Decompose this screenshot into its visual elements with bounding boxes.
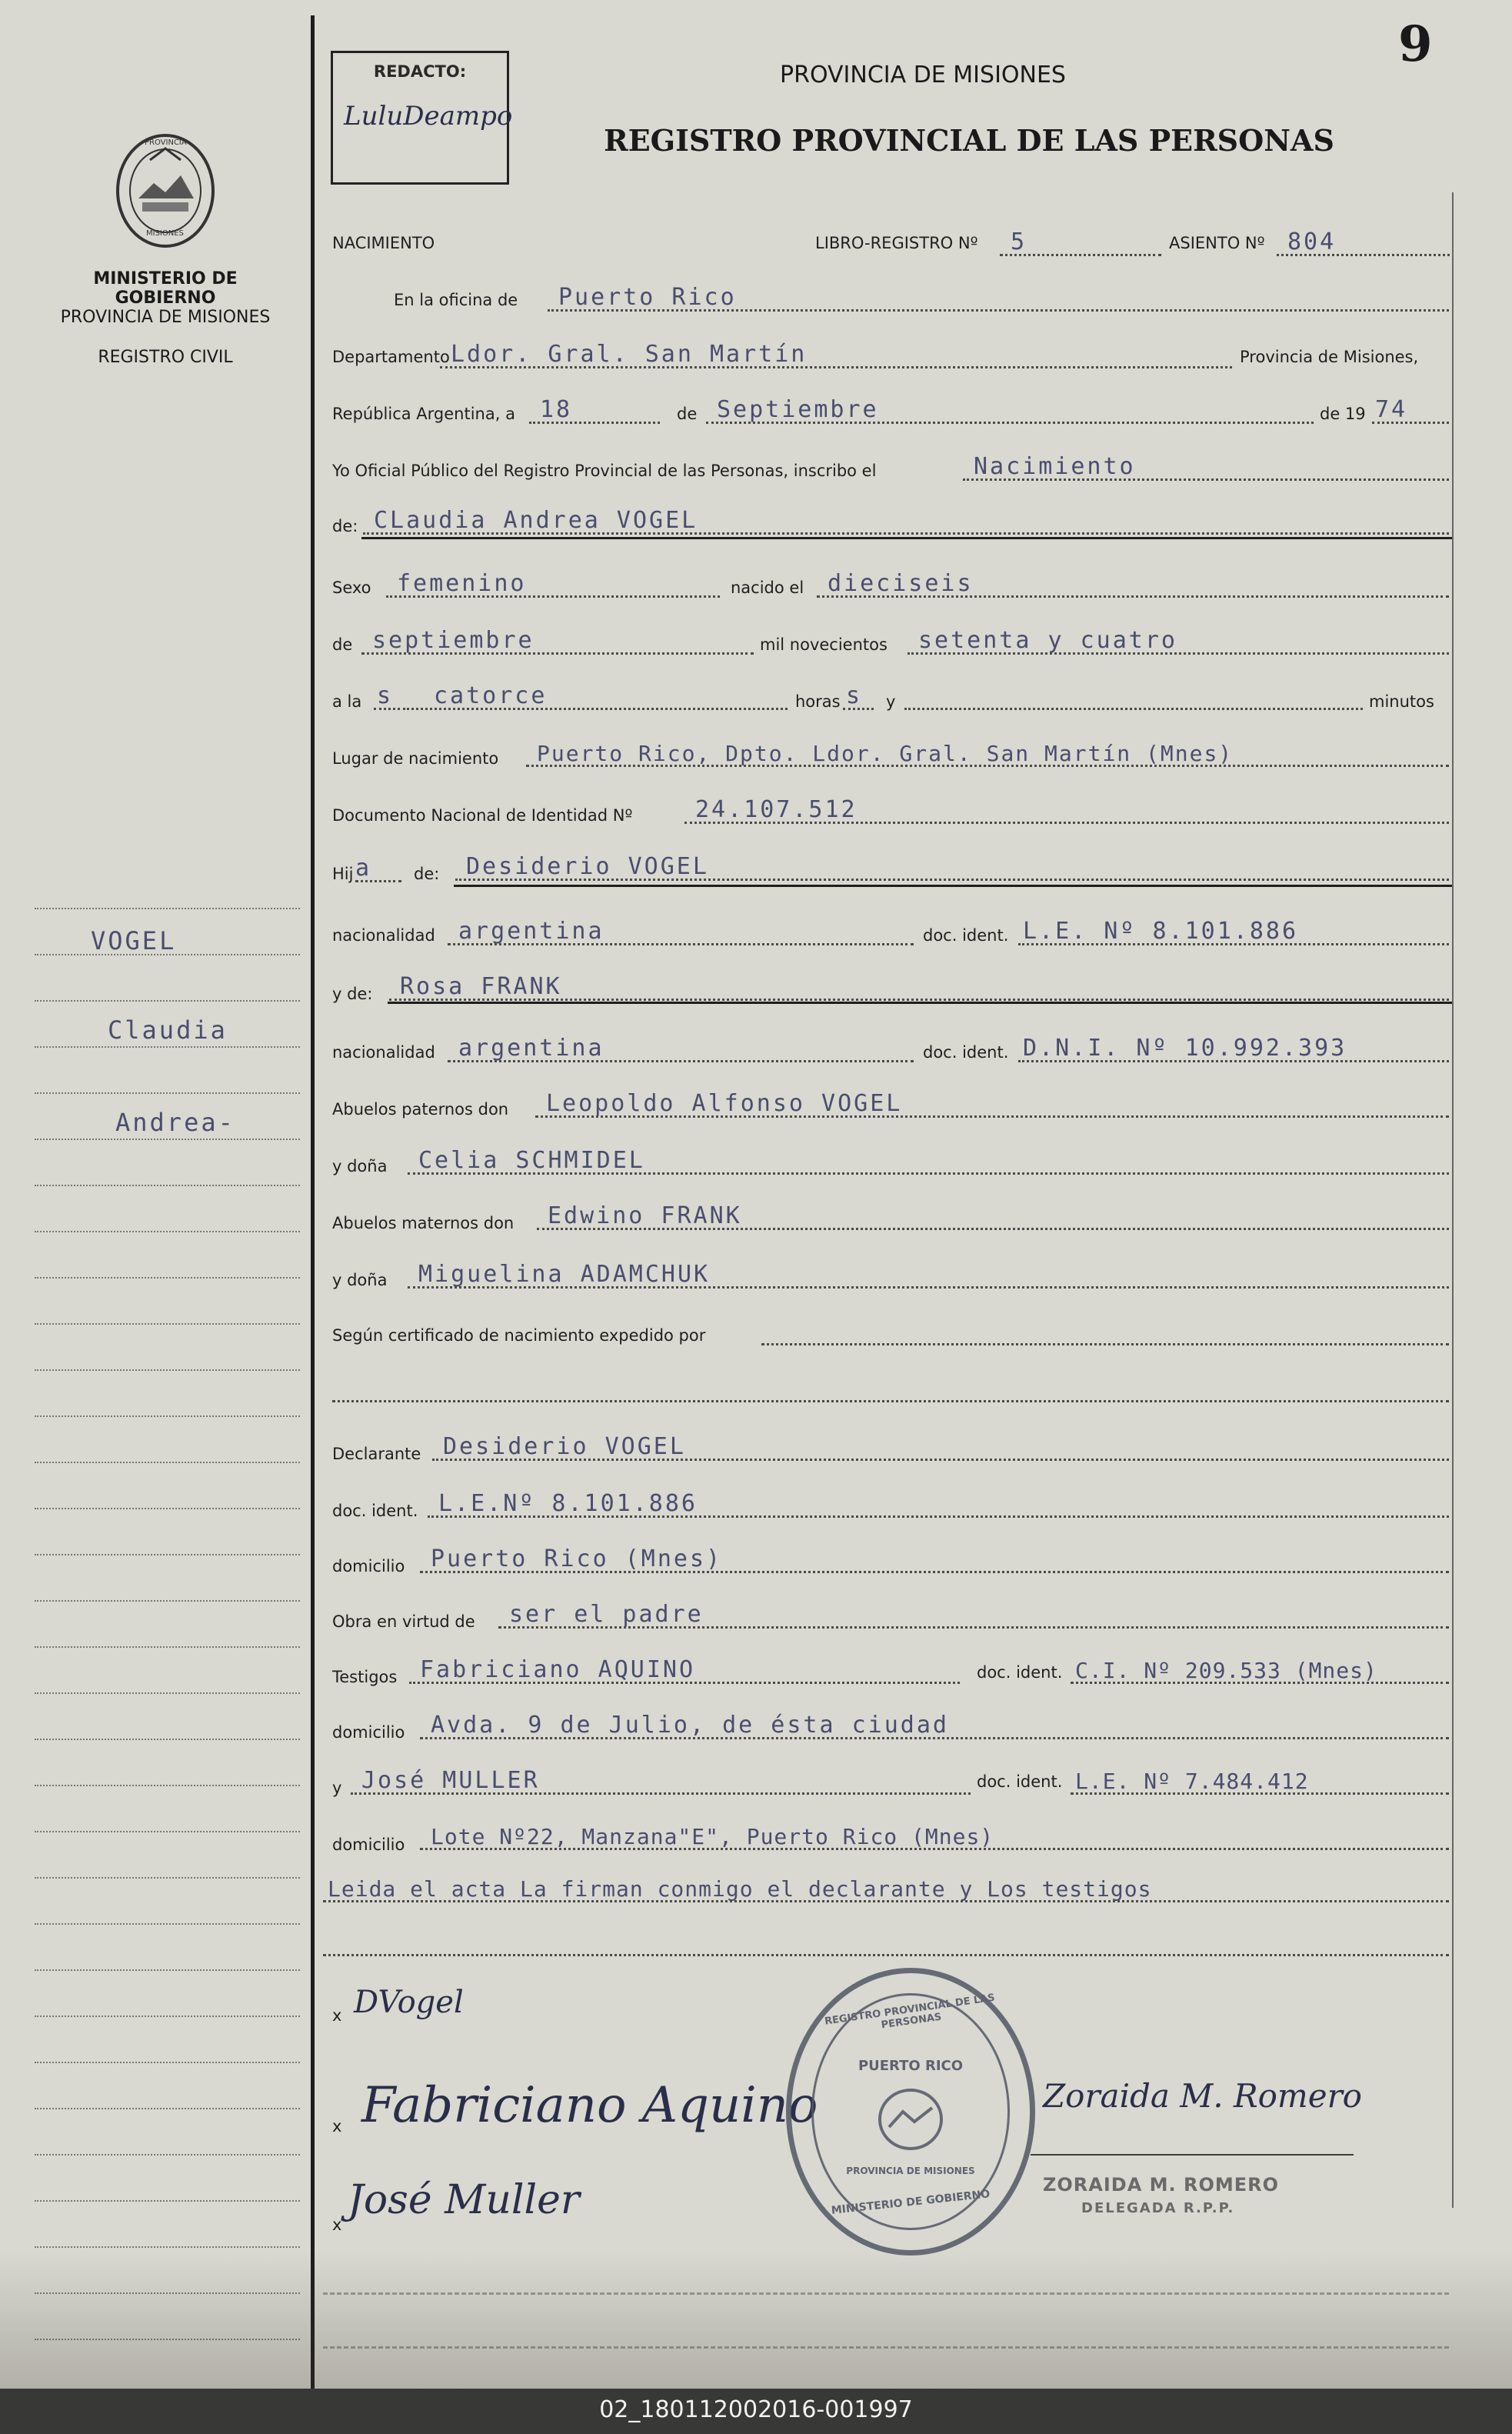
sig-x-2: x bbox=[332, 2117, 342, 2136]
obra-value: ser el padre bbox=[509, 1601, 704, 1628]
abuela-pat-field bbox=[408, 1142, 1449, 1175]
footer-id: 02_180112002016-001997 bbox=[599, 2396, 913, 2423]
nacido-anio-value: setenta y cuatro bbox=[918, 627, 1177, 654]
delegada-rule bbox=[1031, 2154, 1354, 2156]
hija-label-b: de: bbox=[414, 865, 440, 883]
delegada-title: DELEGADA R.P.P. bbox=[1081, 2200, 1235, 2216]
testigos-label: Testigos bbox=[332, 1668, 398, 1686]
oficina-value: Puerto Rico bbox=[558, 284, 737, 311]
ydona-pat-label: y doña bbox=[332, 1157, 388, 1175]
testigo1-dom-label: domicilio bbox=[332, 1723, 405, 1742]
ala-s-value: s bbox=[377, 682, 394, 709]
testigo2-field bbox=[351, 1762, 971, 1795]
blank-line-3 bbox=[323, 2316, 1449, 2349]
margin-surname: VOGEL bbox=[91, 926, 177, 955]
minutos-field bbox=[904, 677, 1363, 710]
header-province: PROVINCIA DE MISIONES bbox=[780, 62, 1066, 88]
testigo1-dom-value: Avda. 9 de Julio, de ésta ciudad bbox=[431, 1712, 949, 1739]
hora-field bbox=[403, 677, 788, 710]
asiento-label: ASIENTO Nº bbox=[1169, 234, 1265, 252]
dni-value: 24.107.512 bbox=[695, 796, 858, 823]
blank-line-2 bbox=[323, 2262, 1449, 2295]
declarante-doc-value: L.E.Nº 8.101.886 bbox=[438, 1490, 698, 1517]
year-value: 74 bbox=[1375, 396, 1408, 423]
ministry-label: MINISTERIO DE GOBIERNO bbox=[93, 269, 238, 308]
madre-doc-field bbox=[1018, 1029, 1449, 1062]
year-field bbox=[1372, 391, 1449, 424]
oficina-label: En la oficina de bbox=[394, 291, 518, 309]
madre-doc-label: doc. ident. bbox=[923, 1043, 1009, 1062]
lugar-label: Lugar de nacimiento bbox=[332, 749, 499, 768]
abuelos-pat-label: Abuelos paternos don bbox=[332, 1100, 509, 1119]
stamp-bottom-text: MINISTERIO DE GOBIERNO bbox=[831, 2188, 991, 2217]
mes-field bbox=[706, 391, 1314, 424]
padre-nac-value: argentina bbox=[458, 918, 604, 945]
madre-nac-label: nacionalidad bbox=[332, 1043, 435, 1062]
testigo1-doc-value: C.I. Nº 209.533 (Mnes) bbox=[1075, 1658, 1377, 1683]
nacido-mes-value: septiembre bbox=[372, 627, 535, 654]
signature-declarante: DVogel bbox=[354, 1985, 464, 2020]
dia-value: 18 bbox=[540, 396, 573, 423]
ala-s-field bbox=[374, 677, 400, 710]
declarante-dom-label: domicilio bbox=[332, 1557, 405, 1575]
signature-delegada: Zoraida M. Romero bbox=[1043, 2077, 1362, 2115]
testigo1-doc-label: doc. ident. bbox=[977, 1663, 1063, 1682]
sig-x-3: x bbox=[332, 2216, 342, 2234]
page-number: 9 bbox=[1398, 15, 1433, 73]
record-type: NACIMIENTO bbox=[332, 234, 435, 252]
abuelo-pat-value: Leopoldo Alfonso VOGEL bbox=[546, 1090, 903, 1117]
dni-label: Documento Nacional de Identidad Nº bbox=[332, 806, 633, 825]
official-stamp bbox=[786, 1968, 1035, 2256]
declarante-dom-value: Puerto Rico (Mnes) bbox=[431, 1545, 723, 1572]
sexo-field bbox=[386, 565, 720, 598]
sexo-label: Sexo bbox=[332, 578, 371, 597]
testigo1-value: Fabriciano AQUINO bbox=[420, 1656, 696, 1683]
nacido-dia-value: dieciseis bbox=[828, 570, 974, 597]
testigo2-doc-field bbox=[1071, 1762, 1449, 1795]
inscripcion-field bbox=[963, 448, 1449, 481]
obra-label: Obra en virtud de bbox=[332, 1612, 475, 1631]
stamp-emblem-icon bbox=[872, 2085, 949, 2154]
delegada-name: ZORAIDA M. ROMERO bbox=[1043, 2174, 1280, 2196]
inscripcion-value: Nacimiento bbox=[974, 453, 1136, 480]
nacido-dia-field bbox=[817, 565, 1449, 598]
declarante-dom-field bbox=[420, 1540, 1449, 1573]
hija-suffix-field bbox=[355, 849, 401, 882]
dia-field bbox=[529, 391, 660, 424]
ala-label: a la bbox=[332, 692, 362, 711]
de-nombre-label: de: bbox=[332, 517, 358, 535]
footer-bar bbox=[0, 2389, 1512, 2434]
redacto-box bbox=[331, 51, 513, 185]
dni-field bbox=[684, 791, 1449, 824]
hora-value: catorce bbox=[434, 682, 548, 709]
seal-top-text: PROVINCIA bbox=[145, 138, 187, 147]
oficial-label: Yo Oficial Público del Registro Provincial de las Personas, inscribo el bbox=[332, 462, 877, 480]
nacido-label: nacido el bbox=[731, 578, 804, 597]
oficina-field bbox=[548, 278, 1449, 312]
sexo-value: femenino bbox=[397, 570, 527, 597]
signature-testigo2: José Muller bbox=[348, 2177, 580, 2223]
provincia-label: Provincia de Misiones, bbox=[1240, 348, 1419, 366]
abuelo-pat-field bbox=[535, 1085, 1449, 1118]
certificado-field bbox=[761, 1312, 1449, 1345]
abuela-pat-value: Celia SCHMIDEL bbox=[418, 1147, 645, 1174]
testigo2-doc-label: doc. ident. bbox=[977, 1772, 1063, 1791]
abuela-mat-field bbox=[408, 1255, 1449, 1289]
de-mes2-label: de bbox=[332, 635, 353, 654]
redacto-label: REDACTO: bbox=[373, 62, 467, 81]
declarante-doc-field bbox=[428, 1485, 1449, 1518]
asiento-field bbox=[1277, 223, 1450, 256]
abuela-mat-value: Miguelina ADAMCHUK bbox=[418, 1261, 711, 1288]
testigo2-dom-field bbox=[420, 1817, 1449, 1850]
hija-label-a: Hij bbox=[332, 865, 354, 883]
padre-value: Desiderio VOGEL bbox=[466, 853, 709, 880]
libro-value: 5 bbox=[1011, 228, 1027, 255]
madre-nac-value: argentina bbox=[458, 1035, 604, 1062]
y-label: y bbox=[886, 692, 896, 711]
lugar-field bbox=[526, 734, 1449, 767]
mes-value: Septiembre bbox=[717, 396, 879, 423]
testigo2-dom-value: Lote Nº22, Manzana"E", Puerto Rico (Mnes) bbox=[431, 1824, 994, 1849]
padre-doc-field bbox=[1018, 912, 1449, 945]
declarante-field bbox=[432, 1428, 1449, 1461]
certificado-label: Según certificado de nacimiento expedido por bbox=[332, 1326, 706, 1345]
nacido-mes-field bbox=[361, 622, 754, 655]
testigo1-field bbox=[409, 1651, 960, 1684]
nombre-value: CLaudia Andrea VOGEL bbox=[374, 507, 698, 534]
stamp-inner-text: PUERTO RICO bbox=[858, 2058, 964, 2074]
testigo2-y-label: y bbox=[332, 1779, 342, 1797]
leida-field bbox=[323, 1869, 1449, 1902]
testigo2-dom-label: domicilio bbox=[332, 1836, 405, 1854]
departamento-value: Ldor. Gral. San Martín bbox=[451, 341, 808, 368]
mil-label: mil novecientos bbox=[760, 635, 888, 654]
de-mes-label: de bbox=[677, 405, 698, 423]
libro-field bbox=[1000, 223, 1161, 256]
certificado-field-2 bbox=[332, 1369, 1449, 1402]
minutos-label: minutos bbox=[1369, 692, 1434, 711]
madre-field bbox=[389, 968, 1449, 1001]
lugar-value: Puerto Rico, Dpto. Ldor. Gral. San Martín (Mnes) bbox=[537, 741, 1234, 766]
obra-field bbox=[498, 1595, 1449, 1629]
libro-label: LIBRO-REGISTRO Nº bbox=[815, 234, 978, 252]
leida-value: Leida el acta La firman conmigo el declarante y Los testigos bbox=[328, 1876, 1152, 1902]
testigo1-doc-field bbox=[1071, 1651, 1449, 1684]
ydona-mat-label: y doña bbox=[332, 1271, 388, 1289]
padre-nac-label: nacionalidad bbox=[332, 926, 435, 945]
sig-x-1: x bbox=[332, 2006, 342, 2025]
testigo1-dom-field bbox=[420, 1706, 1449, 1739]
horas-s-field bbox=[843, 677, 874, 710]
margin-second-name: Andrea- bbox=[115, 1108, 235, 1137]
signature-testigo1: Fabriciano Aquino bbox=[361, 2077, 818, 2134]
padre-doc-label: doc. ident. bbox=[923, 926, 1009, 945]
nombre-rule bbox=[361, 537, 1452, 539]
madre-nac-field bbox=[448, 1029, 914, 1062]
testigo2-doc-value: L.E. Nº 7.484.412 bbox=[1075, 1769, 1309, 1794]
nacido-anio-field bbox=[908, 622, 1449, 655]
stamp-province-text: PROVINCIA DE MISIONES bbox=[846, 2166, 975, 2176]
departamento-label: Departamento bbox=[332, 348, 450, 366]
redacto-signature: LuluDeampo bbox=[344, 101, 513, 132]
padre-rule bbox=[454, 885, 1452, 887]
nombre-field bbox=[363, 502, 1449, 535]
departamento-field bbox=[440, 335, 1232, 368]
declarante-label: Declarante bbox=[332, 1445, 421, 1463]
seal-bottom-text: MISIONES bbox=[146, 229, 184, 238]
padre-field bbox=[455, 848, 1449, 881]
madre-doc-value: D.N.I. Nº 10.992.393 bbox=[1023, 1035, 1347, 1062]
province-label: PROVINCIA DE MISIONES bbox=[60, 308, 271, 327]
hija-suffix-value: a bbox=[355, 855, 372, 882]
abuelo-mat-value: Edwino FRANK bbox=[548, 1202, 742, 1229]
de-year-label: de 19 bbox=[1320, 405, 1366, 423]
padre-doc-value: L.E. Nº 8.101.886 bbox=[1023, 918, 1299, 945]
republica-label: República Argentina, a bbox=[332, 405, 515, 423]
horas-label: horas bbox=[795, 692, 841, 711]
madre-value: Rosa FRANK bbox=[400, 973, 562, 1000]
declarante-value: Desiderio VOGEL bbox=[443, 1433, 686, 1460]
stamp-outer-text: REGISTRO PROVINCIAL DE LAS PERSONAS bbox=[824, 1992, 996, 2032]
margin-first-name: Claudia bbox=[108, 1015, 228, 1045]
yde-label: y de: bbox=[332, 985, 373, 1003]
declarante-doc-label: doc. ident. bbox=[332, 1502, 418, 1520]
registry-label: REGISTRO CIVIL bbox=[98, 348, 233, 367]
blank-line-1 bbox=[323, 1923, 1449, 1956]
abuelos-mat-label: Abuelos maternos don bbox=[332, 1214, 515, 1232]
padre-nac-field bbox=[448, 912, 914, 945]
horas-s-value: s bbox=[846, 682, 863, 709]
madre-rule bbox=[388, 1002, 1452, 1004]
header-title: REGISTRO PROVINCIAL DE LAS PERSONAS bbox=[604, 123, 1334, 158]
abuelo-mat-field bbox=[537, 1197, 1449, 1230]
asiento-value: 804 bbox=[1287, 228, 1337, 255]
right-text-border bbox=[1452, 192, 1454, 2208]
testigo2-value: José MULLER bbox=[361, 1767, 540, 1794]
left-margin-border bbox=[311, 15, 315, 2389]
